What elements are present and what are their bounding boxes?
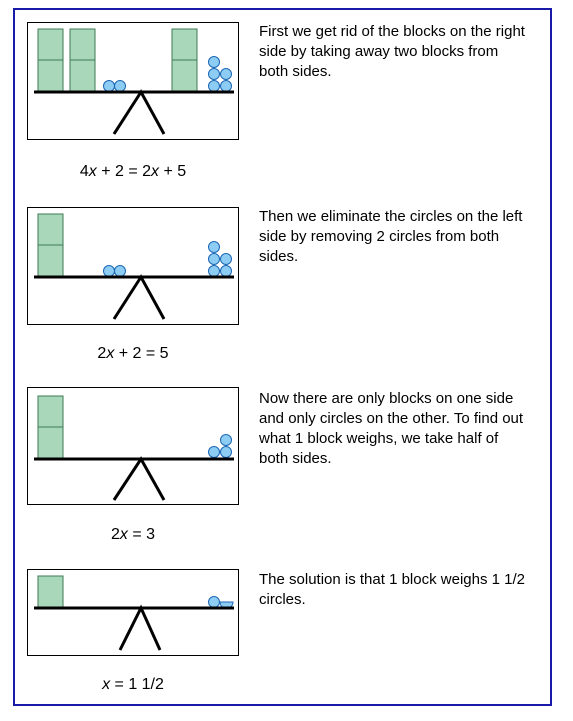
block — [38, 60, 63, 91]
balance-diagram-4 — [28, 570, 240, 657]
circle — [115, 266, 126, 277]
variable-x: x — [119, 526, 128, 543]
right-circles — [209, 57, 232, 92]
block — [38, 576, 63, 608]
balance-scale-4 — [27, 569, 239, 656]
balance-scale-1 — [27, 22, 239, 140]
step-description-4: The solution is that 1 block weighs 1 1/2 circles. — [259, 571, 525, 608]
balance-scale-3 — [27, 387, 239, 505]
balance-diagram-1 — [28, 23, 240, 141]
circle — [209, 447, 220, 458]
equation-text: + 2 = 2 — [96, 163, 152, 180]
circle — [209, 69, 220, 80]
equation-4 — [27, 676, 239, 694]
block — [172, 60, 197, 91]
balance-scale-2 — [27, 207, 239, 325]
block — [70, 29, 95, 60]
variable-x: x — [88, 163, 97, 180]
left-blocks — [38, 214, 63, 276]
left-circles — [104, 266, 126, 277]
right-blocks — [172, 29, 197, 91]
circle — [221, 435, 232, 446]
equation-text: + 5 — [159, 163, 187, 180]
equation-text: = 1 1/2 — [110, 676, 164, 693]
circle — [209, 242, 220, 253]
balance-diagram-3 — [28, 388, 240, 506]
right-circles — [209, 435, 232, 458]
circle — [221, 69, 232, 80]
equation-text: + 2 = 5 — [114, 345, 169, 362]
balance-fulcrum — [120, 608, 160, 650]
block — [38, 214, 63, 245]
balance-diagram-2 — [28, 208, 240, 326]
circle — [221, 254, 232, 265]
circle — [104, 266, 115, 277]
step-description-3: Now there are only blocks on one side and only circles on the other. To find out what 1 block weighs, we take half of both sides. — [259, 390, 524, 467]
equation-2 — [27, 345, 239, 363]
left-blocks — [38, 29, 95, 91]
circle — [209, 254, 220, 265]
block — [38, 427, 63, 458]
variable-x: x — [106, 345, 115, 362]
step-description-2: Then we eliminate the circles on the left side by removing 2 circles from both sides. — [259, 208, 523, 265]
equation-text: 4 — [79, 163, 89, 180]
left-blocks — [38, 396, 63, 458]
equation-text: 2 — [97, 345, 107, 362]
circle — [209, 266, 220, 277]
balance-fulcrum — [114, 277, 164, 319]
circle — [221, 447, 232, 458]
equation-text: 2 — [110, 526, 120, 543]
block — [38, 245, 63, 276]
balance-fulcrum — [114, 459, 164, 500]
step-description-1: First we get rid of the blocks on the right side by taking away two blocks from both sides. — [259, 23, 525, 80]
variable-x: x — [151, 163, 160, 180]
variable-x: x — [102, 676, 111, 693]
block — [70, 60, 95, 91]
circle — [221, 266, 232, 277]
left-circles — [104, 81, 126, 92]
circle — [209, 57, 220, 68]
block — [172, 29, 197, 60]
balance-fulcrum — [114, 92, 164, 134]
right-circles — [209, 242, 232, 277]
circle — [221, 81, 232, 92]
circle — [209, 597, 220, 608]
circle — [115, 81, 126, 92]
equation-1 — [27, 163, 239, 181]
block — [38, 396, 63, 427]
block — [38, 29, 63, 60]
equation-3 — [27, 526, 239, 544]
circle — [104, 81, 115, 92]
circle — [209, 81, 220, 92]
equation-text: = 3 — [127, 526, 156, 543]
